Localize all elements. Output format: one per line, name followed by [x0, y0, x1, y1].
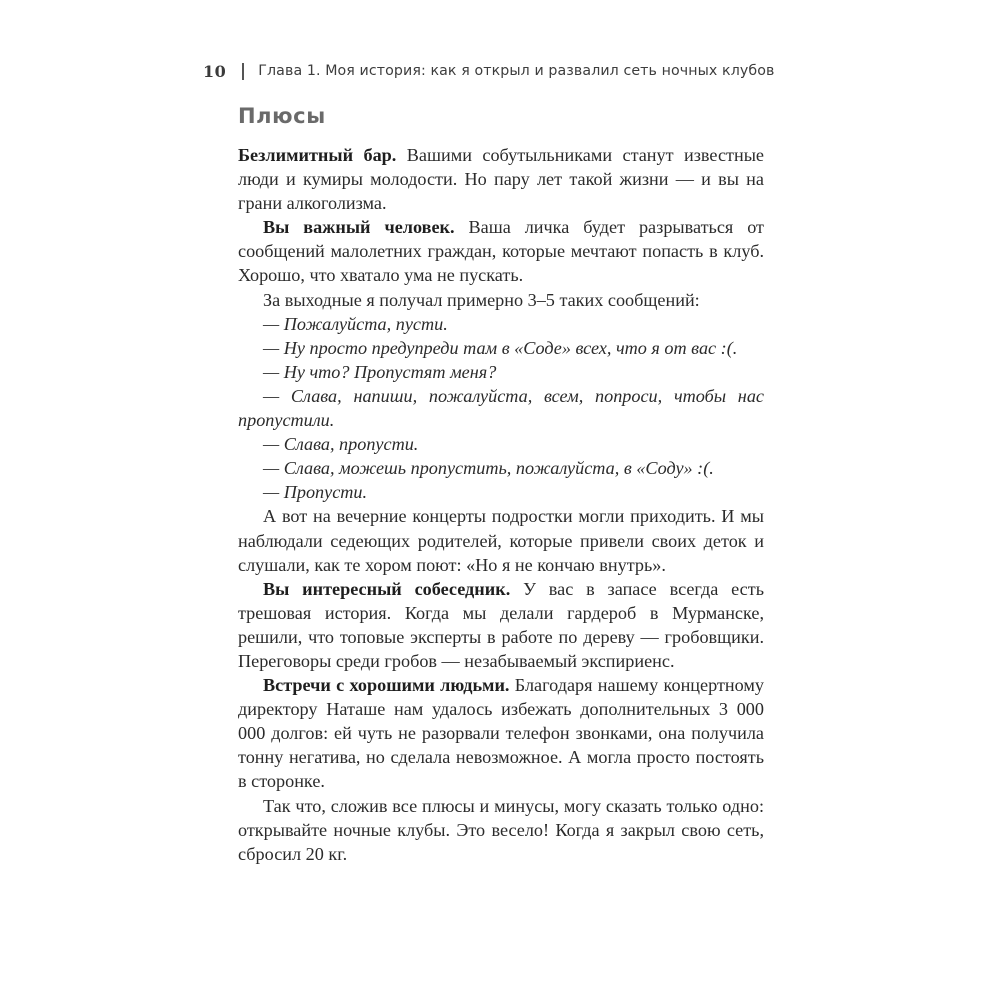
- dialog-line: — Слава, напиши, пожалуйста, всем, попроси, чтобы нас пропустили.: [238, 385, 764, 431]
- paragraph-interesting-person: [238, 577, 764, 673]
- dialog-line: — Пожалуйста, пусти.: [263, 313, 448, 334]
- paragraph-text: Вашими собутыльниками станут известные люди и кумиры молодости. Но пару лет такой жизни — и вы на грани алкоголизма.: [238, 145, 764, 214]
- chapter-title: Глава 1. Моя история: как я открыл и развалил сеть ночных клубов: [258, 63, 775, 79]
- paragraph-important-person: [238, 215, 764, 287]
- paragraph-text: У вас в запасе всегда есть трешовая история. Когда мы делали гардероб в Мурманске, решили, что топовые эксперты в работе по дереву — гробовщики. Переговоры среди гробов — незабываемый экспириенс.: [238, 578, 764, 671]
- paragraph-lead: Встречи с хорошими людьми.: [263, 675, 510, 696]
- header-separator: [242, 63, 244, 80]
- dialog-line: — Ну что? Пропустят меня?: [263, 361, 497, 382]
- paragraph-unlimited-bar: [238, 143, 764, 215]
- paragraph-text: А вот на вечерние концерты подростки могли приходить. И мы наблюдали седеющих родителей, которые привели своих деток и слушали, как те хором поют: «Но я не кончаю внутрь».: [238, 506, 764, 575]
- body-text: [238, 143, 764, 866]
- paragraph-text: За выходные я получал примерно 3–5 таких сообщений:: [263, 289, 700, 310]
- page-number: 10: [203, 61, 227, 81]
- paragraph-messages-intro: [238, 288, 764, 312]
- paragraph-lead: Вы интересный собеседник.: [263, 578, 511, 599]
- dialog-line: — Слава, пропусти.: [263, 434, 419, 455]
- paragraph-lead: Безлимитный бар.: [238, 145, 397, 165]
- paragraph-conclusion: [238, 794, 764, 866]
- section-title: Плюсы: [238, 104, 326, 128]
- dialog-line: — Слава, можешь пропустить, пожалуйста, в «Соду» :(.: [263, 458, 714, 479]
- paragraph-text: Ваша личка будет разрываться от сообщений малолетних граждан, которые мечтают попасть в клуб. Хорошо, что хватало ума не пускать.: [238, 217, 764, 286]
- paragraph-text: Так что, сложив все плюсы и минусы, могу сказать только одно: открывайте ночные клубы. Это весело! Когда я закрыл свою сеть, сбросил 20 кг.: [238, 795, 764, 864]
- dialog-line: — Ну просто предупреди там в «Соде» всех, что я от вас :(.: [263, 337, 738, 358]
- paragraph-concerts: [238, 504, 764, 576]
- paragraph-text: Благодаря нашему концертному директору Наташе нам удалось избежать дополнительных 3 000 000 долгов: ей чуть не разорвали телефон звонками, она получила тонну негатива, но сделала невозможное. А могла просто постоять в сторонке.: [238, 675, 764, 792]
- running-head: [203, 58, 774, 84]
- paragraph-good-people: [238, 673, 764, 793]
- dialog-block: [238, 312, 764, 505]
- paragraph-lead: Вы важный человек.: [263, 217, 455, 238]
- dialog-line: — Пропусти.: [263, 482, 368, 503]
